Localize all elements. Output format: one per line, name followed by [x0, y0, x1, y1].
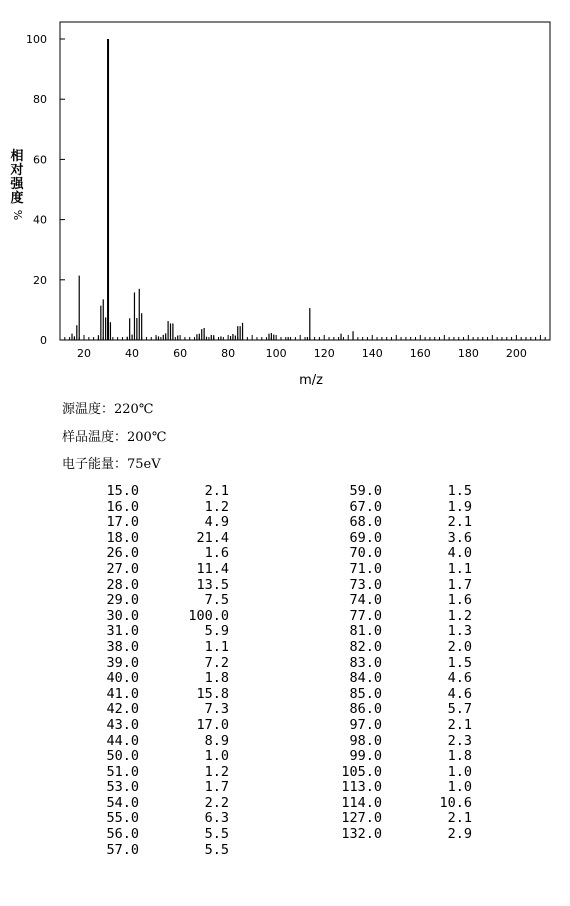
y-axis-title	[8, 150, 26, 222]
table-row	[0, 780, 570, 796]
intensity-value: 1.0	[447, 779, 472, 796]
intensity-value: 15.8	[196, 685, 229, 702]
intensity-value: 2.1	[447, 716, 472, 733]
x-tick-label: 80	[221, 347, 236, 360]
intensity-value: 1.8	[447, 748, 472, 765]
mz-value: 50.0	[106, 748, 139, 765]
intensity-value: 8.9	[204, 732, 229, 749]
mz-value: 67.0	[349, 498, 382, 515]
mz-value: 39.0	[106, 654, 139, 671]
electron-energy: 电子能量：75eV	[62, 457, 161, 472]
mz-value: 27.0	[106, 560, 139, 577]
intensity-value: 1.6	[204, 545, 229, 562]
intensity-value: 13.5	[196, 576, 229, 593]
y-axis-title-char: 强	[10, 177, 24, 192]
peak-table-right	[0, 484, 570, 843]
mass-spectrum-chart	[0, 0, 570, 395]
intensity-value: 1.2	[204, 763, 229, 780]
intensity-value: 5.7	[447, 701, 472, 718]
table-row	[0, 765, 570, 781]
intensity-value: 7.3	[204, 701, 229, 718]
mz-value: 44.0	[106, 732, 139, 749]
intensity-value: 1.1	[204, 638, 229, 655]
mz-value: 16.0	[106, 498, 139, 515]
table-row	[0, 593, 570, 609]
mz-value: 127.0	[341, 810, 382, 827]
x-tick-label: 100	[265, 347, 287, 360]
intensity-value: 1.5	[447, 654, 472, 671]
intensity-value: 1.3	[447, 623, 472, 640]
y-axis-title-char: 对	[10, 163, 24, 178]
x-tick-label: 60	[173, 347, 188, 360]
intensity-value: 4.9	[204, 514, 229, 531]
table-row	[0, 531, 570, 547]
intensity-value: 2.3	[447, 732, 472, 749]
y-axis-title-char: 度	[10, 191, 24, 206]
intensity-value: 2.0	[447, 638, 472, 655]
intensity-value: 5.5	[204, 826, 229, 843]
intensity-value: 1.0	[447, 763, 472, 780]
intensity-value: 17.0	[196, 716, 229, 733]
mz-value: 18.0	[106, 529, 139, 546]
mz-value: 68.0	[349, 514, 382, 531]
mz-value: 114.0	[341, 794, 382, 811]
mz-value: 77.0	[349, 607, 382, 624]
plot-frame	[60, 22, 550, 340]
table-row	[0, 546, 570, 562]
table-row	[0, 796, 570, 812]
table-row	[0, 656, 570, 672]
mz-value: 43.0	[106, 716, 139, 733]
table-row	[0, 609, 570, 625]
mz-value: 132.0	[341, 826, 382, 843]
intensity-value: 10.6	[439, 794, 472, 811]
mz-value: 73.0	[349, 576, 382, 593]
intensity-value: 1.6	[447, 592, 472, 609]
x-tick-label: 180	[457, 347, 479, 360]
mz-value: 53.0	[106, 779, 139, 796]
mz-value: 84.0	[349, 670, 382, 687]
mz-value: 97.0	[349, 716, 382, 733]
mz-value: 51.0	[106, 763, 139, 780]
mz-value: 40.0	[106, 670, 139, 687]
y-axis-unit: %	[11, 209, 24, 221]
intensity-value: 7.2	[204, 654, 229, 671]
mz-value: 113.0	[341, 779, 382, 796]
table-row	[0, 640, 570, 656]
mz-value: 69.0	[349, 529, 382, 546]
mz-value: 26.0	[106, 545, 139, 562]
y-axis-title-char: 相	[10, 149, 24, 164]
mz-value: 83.0	[349, 654, 382, 671]
intensity-value: 100.0	[188, 607, 229, 624]
mz-value: 57.0	[106, 841, 139, 858]
mz-value: 42.0	[106, 701, 139, 718]
intensity-value: 4.6	[447, 670, 472, 687]
intensity-value: 21.4	[196, 529, 229, 546]
y-tick-label: 40	[33, 213, 47, 227]
intensity-value: 4.0	[447, 545, 472, 562]
table-row	[0, 702, 570, 718]
mz-value: 74.0	[349, 592, 382, 609]
mz-value: 86.0	[349, 701, 382, 718]
table-row	[0, 578, 570, 594]
mz-value: 55.0	[106, 810, 139, 827]
mz-value: 98.0	[349, 732, 382, 749]
mz-value: 85.0	[349, 685, 382, 702]
table-row	[0, 749, 570, 765]
table-row	[0, 624, 570, 640]
mz-value: 31.0	[106, 623, 139, 640]
mz-value: 38.0	[106, 638, 139, 655]
x-tick-label: 160	[409, 347, 431, 360]
intensity-value: 1.2	[204, 498, 229, 515]
x-tick-label: 20	[77, 347, 92, 360]
y-tick-label: 0	[40, 334, 47, 347]
intensity-value: 1.5	[447, 483, 472, 499]
table-row	[0, 718, 570, 734]
table-row	[0, 734, 570, 750]
mz-value: 17.0	[106, 514, 139, 531]
mz-value: 105.0	[341, 763, 382, 780]
y-tick-label: 100	[26, 33, 47, 46]
intensity-value: 4.6	[447, 685, 472, 702]
intensity-value: 11.4	[196, 560, 229, 577]
table-row	[0, 827, 570, 843]
mz-value: 30.0	[106, 607, 139, 624]
table-row	[0, 671, 570, 687]
y-tick-label: 20	[33, 273, 47, 287]
x-tick-label: 200	[505, 347, 527, 360]
intensity-value: 1.0	[204, 748, 229, 765]
mz-value: 29.0	[106, 592, 139, 609]
mz-value: 81.0	[349, 623, 382, 640]
intensity-value: 1.8	[204, 670, 229, 687]
intensity-value: 2.1	[447, 514, 472, 531]
mz-value: 59.0	[349, 483, 382, 499]
intensity-value: 1.7	[447, 576, 472, 593]
intensity-value: 1.9	[447, 498, 472, 515]
table-row	[0, 515, 570, 531]
intensity-value: 3.6	[447, 529, 472, 546]
mz-value: 70.0	[349, 545, 382, 562]
intensity-value: 2.1	[204, 483, 229, 499]
x-tick-label: 40	[125, 347, 140, 360]
table-row	[0, 843, 570, 859]
intensity-value: 2.1	[447, 810, 472, 827]
intensity-value: 2.2	[204, 794, 229, 811]
intensity-value: 7.5	[204, 592, 229, 609]
mz-value: 71.0	[349, 560, 382, 577]
mz-value: 28.0	[106, 576, 139, 593]
table-row	[0, 500, 570, 516]
y-tick-label: 60	[33, 153, 47, 167]
intensity-value: 5.5	[204, 841, 229, 858]
intensity-value: 1.2	[447, 607, 472, 624]
mz-value: 41.0	[106, 685, 139, 702]
mz-value: 54.0	[106, 794, 139, 811]
y-tick-label: 80	[33, 93, 47, 107]
mz-value: 15.0	[106, 483, 139, 499]
sample-temperature: 样品温度：200℃	[62, 430, 167, 445]
intensity-value: 1.1	[447, 560, 472, 577]
table-row	[0, 687, 570, 703]
intensity-value: 6.3	[204, 810, 229, 827]
intensity-value: 5.9	[204, 623, 229, 640]
source-temperature: 源温度：220℃	[62, 402, 154, 417]
mz-value: 82.0	[349, 638, 382, 655]
x-tick-label: 140	[361, 347, 383, 360]
x-tick-label: 120	[313, 347, 335, 360]
x-axis-title: m/z	[299, 373, 323, 388]
table-row	[0, 484, 570, 500]
mz-value: 99.0	[349, 748, 382, 765]
mz-value: 56.0	[106, 826, 139, 843]
intensity-value: 2.9	[447, 826, 472, 843]
table-row	[0, 811, 570, 827]
table-row	[0, 562, 570, 578]
intensity-value: 1.7	[204, 779, 229, 796]
